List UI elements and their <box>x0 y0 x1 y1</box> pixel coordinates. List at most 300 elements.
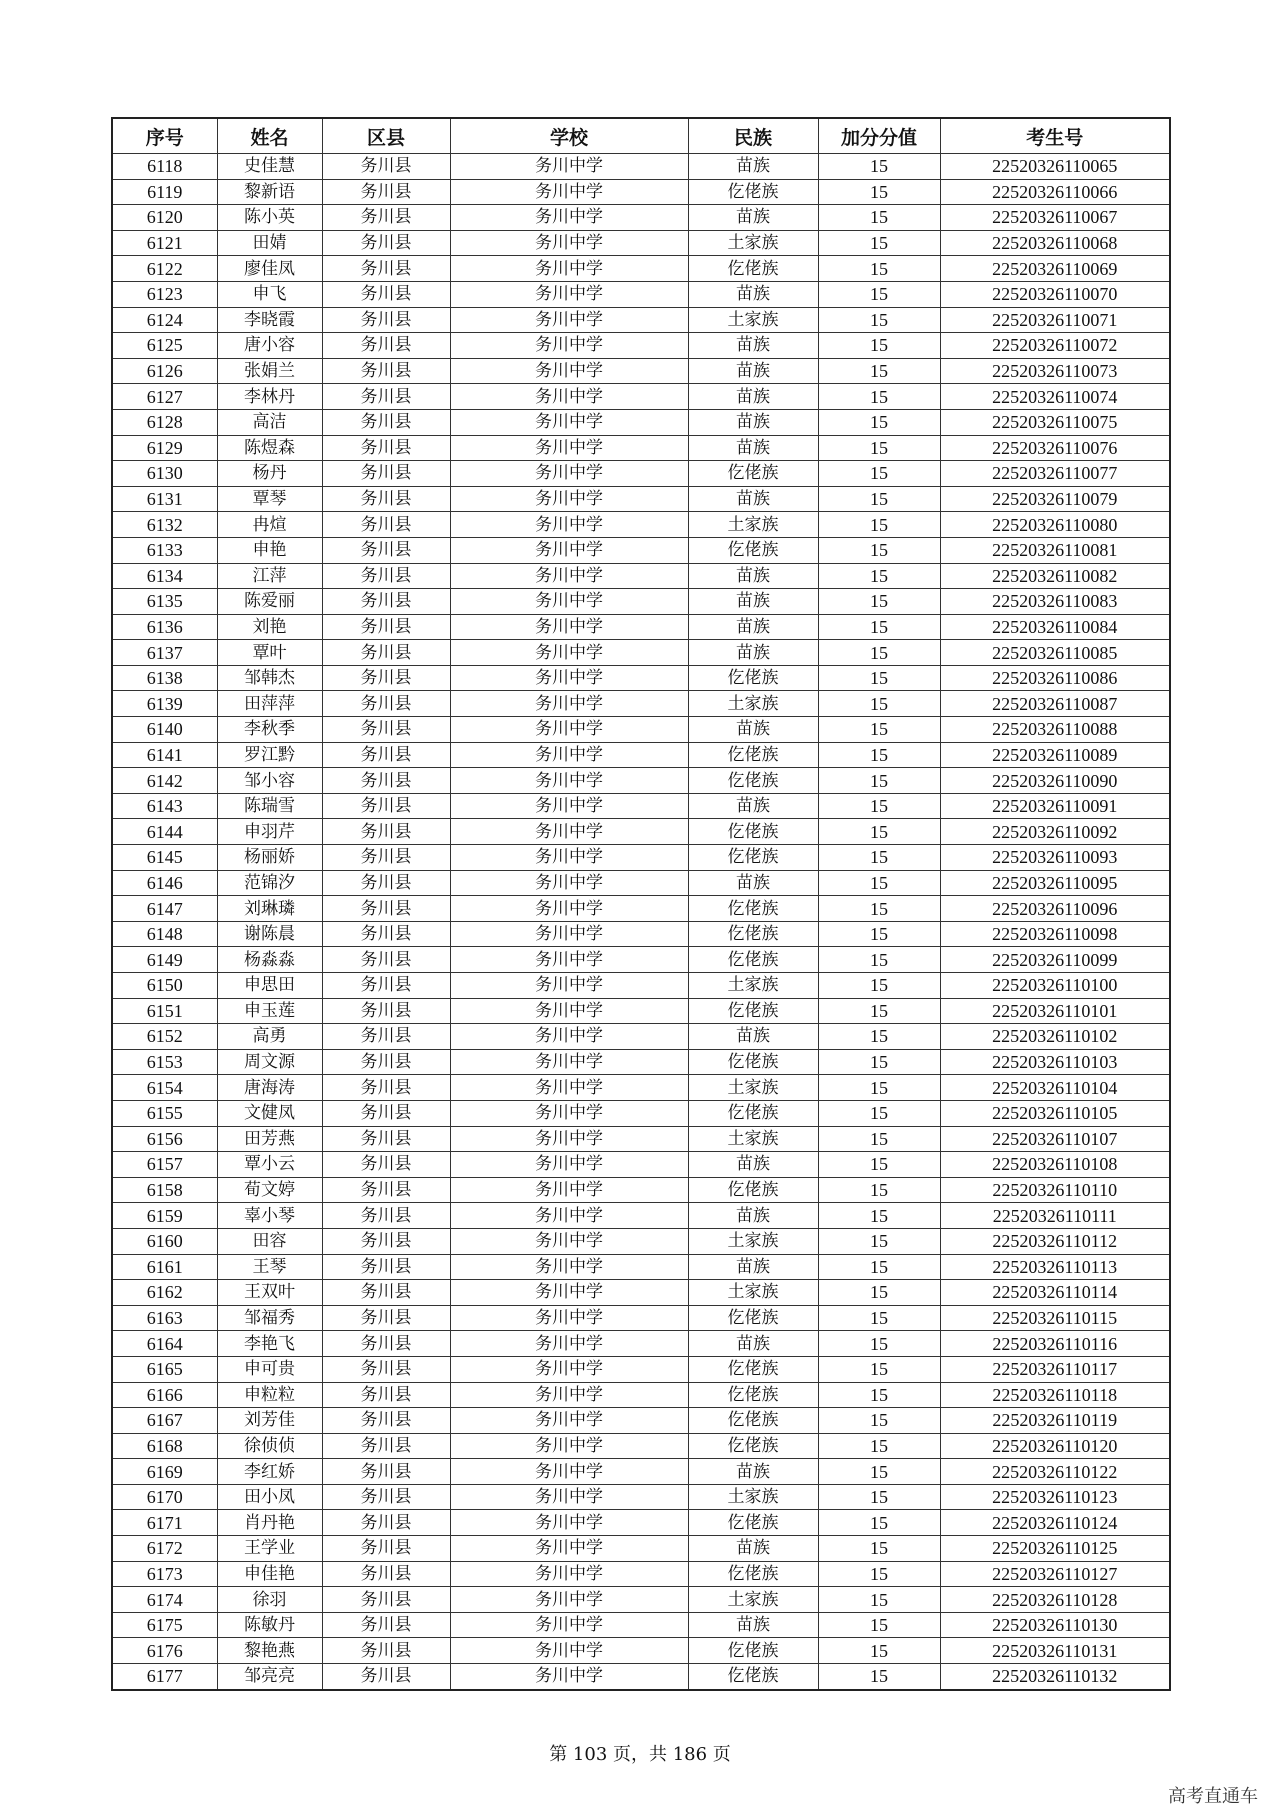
cell-county: 务川县 <box>322 691 450 717</box>
table-row <box>112 154 1170 180</box>
cell-exam-id: 22520326110096 <box>940 896 1170 922</box>
cell-county: 务川县 <box>322 154 450 180</box>
cell-exam-id: 22520326110079 <box>940 486 1170 512</box>
cell-name: 李林丹 <box>217 384 322 410</box>
cell-school: 务川中学 <box>450 691 688 717</box>
cell-bonus: 15 <box>818 1638 940 1664</box>
cell-county: 务川县 <box>322 1612 450 1638</box>
cell-ethnicity: 苗族 <box>688 793 818 819</box>
table-row <box>112 640 1170 666</box>
cell-exam-id: 22520326110100 <box>940 973 1170 999</box>
cell-name: 唐小容 <box>217 333 322 359</box>
cell-bonus: 15 <box>818 563 940 589</box>
cell-county: 务川县 <box>322 1638 450 1664</box>
cell-seq: 6133 <box>112 537 217 563</box>
cell-name: 高洁 <box>217 409 322 435</box>
cell-ethnicity: 仡佬族 <box>688 921 818 947</box>
cell-school: 务川中学 <box>450 1536 688 1562</box>
cell-county: 务川县 <box>322 768 450 794</box>
cell-exam-id: 22520326110067 <box>940 205 1170 231</box>
cell-exam-id: 22520326110130 <box>940 1612 1170 1638</box>
cell-ethnicity: 仡佬族 <box>688 256 818 282</box>
cell-bonus: 15 <box>818 1024 940 1050</box>
cell-county: 务川县 <box>322 281 450 307</box>
cell-bonus: 15 <box>818 154 940 180</box>
cell-school: 务川中学 <box>450 998 688 1024</box>
cell-county: 务川县 <box>322 384 450 410</box>
cell-exam-id: 22520326110068 <box>940 230 1170 256</box>
cell-school: 务川中学 <box>450 1612 688 1638</box>
table-row <box>112 1510 1170 1536</box>
cell-seq: 6171 <box>112 1510 217 1536</box>
cell-name: 王双叶 <box>217 1280 322 1306</box>
cell-seq: 6140 <box>112 717 217 743</box>
table-row <box>112 1280 1170 1306</box>
table-row <box>112 870 1170 896</box>
cell-exam-id: 22520326110093 <box>940 845 1170 871</box>
cell-ethnicity: 苗族 <box>688 1331 818 1357</box>
cell-seq: 6151 <box>112 998 217 1024</box>
cell-exam-id: 22520326110117 <box>940 1356 1170 1382</box>
cell-school: 务川中学 <box>450 742 688 768</box>
cell-exam-id: 22520326110131 <box>940 1638 1170 1664</box>
cell-exam-id: 22520326110128 <box>940 1587 1170 1613</box>
table-row <box>112 281 1170 307</box>
cell-county: 务川县 <box>322 1382 450 1408</box>
table-row <box>112 333 1170 359</box>
page-footer: 第 103 页，共 186 页 <box>549 1744 731 1765</box>
cell-ethnicity: 土家族 <box>688 973 818 999</box>
cell-county: 务川县 <box>322 1049 450 1075</box>
cell-seq: 6150 <box>112 973 217 999</box>
cell-county: 务川县 <box>322 1024 450 1050</box>
cell-exam-id: 22520326110104 <box>940 1075 1170 1101</box>
cell-exam-id: 22520326110124 <box>940 1510 1170 1536</box>
cell-name: 申可贵 <box>217 1356 322 1382</box>
cell-ethnicity: 仡佬族 <box>688 1382 818 1408</box>
cell-school: 务川中学 <box>450 1177 688 1203</box>
cell-name: 徐侦侦 <box>217 1433 322 1459</box>
cell-name: 田婧 <box>217 230 322 256</box>
cell-seq: 6131 <box>112 486 217 512</box>
cell-ethnicity: 仡佬族 <box>688 998 818 1024</box>
cell-school: 务川中学 <box>450 1203 688 1229</box>
cell-seq: 6138 <box>112 665 217 691</box>
cell-bonus: 15 <box>818 717 940 743</box>
cell-school: 务川中学 <box>450 486 688 512</box>
cell-seq: 6145 <box>112 845 217 871</box>
cell-school: 务川中学 <box>450 409 688 435</box>
cell-name: 范锦汐 <box>217 870 322 896</box>
cell-seq: 6157 <box>112 1152 217 1178</box>
table-row <box>112 1177 1170 1203</box>
cell-school: 务川中学 <box>450 793 688 819</box>
table-row <box>112 409 1170 435</box>
cell-county: 务川县 <box>322 1561 450 1587</box>
cell-exam-id: 22520326110066 <box>940 179 1170 205</box>
cell-bonus: 15 <box>818 1408 940 1434</box>
cell-bonus: 15 <box>818 819 940 845</box>
cell-name: 王琴 <box>217 1254 322 1280</box>
cell-county: 务川县 <box>322 486 450 512</box>
cell-exam-id: 22520326110098 <box>940 921 1170 947</box>
cell-school: 务川中学 <box>450 1024 688 1050</box>
table-row <box>112 665 1170 691</box>
cell-ethnicity: 土家族 <box>688 691 818 717</box>
table-row <box>112 998 1170 1024</box>
cell-school: 务川中学 <box>450 1228 688 1254</box>
cell-ethnicity: 苗族 <box>688 154 818 180</box>
cell-seq: 6126 <box>112 358 217 384</box>
cell-county: 务川县 <box>322 819 450 845</box>
cell-ethnicity: 苗族 <box>688 614 818 640</box>
cell-name: 田芳燕 <box>217 1126 322 1152</box>
cell-seq: 6149 <box>112 947 217 973</box>
cell-name: 廖佳凤 <box>217 256 322 282</box>
table-row <box>112 1254 1170 1280</box>
cell-seq: 6120 <box>112 205 217 231</box>
cell-school: 务川中学 <box>450 205 688 231</box>
cell-bonus: 15 <box>818 1126 940 1152</box>
cell-seq: 6159 <box>112 1203 217 1229</box>
cell-ethnicity: 苗族 <box>688 1203 818 1229</box>
cell-seq: 6128 <box>112 409 217 435</box>
cell-name: 申羽芹 <box>217 819 322 845</box>
table-row <box>112 1561 1170 1587</box>
cell-bonus: 15 <box>818 486 940 512</box>
cell-county: 务川县 <box>322 1484 450 1510</box>
table-row <box>112 1382 1170 1408</box>
cell-school: 务川中学 <box>450 256 688 282</box>
cell-name: 申飞 <box>217 281 322 307</box>
cell-name: 邹小容 <box>217 768 322 794</box>
cell-ethnicity: 仡佬族 <box>688 768 818 794</box>
cell-school: 务川中学 <box>450 1459 688 1485</box>
cell-seq: 6167 <box>112 1408 217 1434</box>
cell-bonus: 15 <box>818 1152 940 1178</box>
cell-county: 务川县 <box>322 1152 450 1178</box>
table-row <box>112 1100 1170 1126</box>
table-row <box>112 1484 1170 1510</box>
cell-school: 务川中学 <box>450 563 688 589</box>
cell-bonus: 15 <box>818 1280 940 1306</box>
table-row <box>112 1356 1170 1382</box>
cell-county: 务川县 <box>322 1280 450 1306</box>
cell-county: 务川县 <box>322 1510 450 1536</box>
cell-county: 务川县 <box>322 1177 450 1203</box>
cell-exam-id: 22520326110116 <box>940 1331 1170 1357</box>
cell-seq: 6158 <box>112 1177 217 1203</box>
cell-school: 务川中学 <box>450 665 688 691</box>
cell-name: 王学业 <box>217 1536 322 1562</box>
header-bonus: 加分分值 <box>818 118 940 154</box>
cell-ethnicity: 苗族 <box>688 1152 818 1178</box>
cell-school: 务川中学 <box>450 358 688 384</box>
cell-name: 刘琳璘 <box>217 896 322 922</box>
cell-bonus: 15 <box>818 998 940 1024</box>
table-row <box>112 1587 1170 1613</box>
cell-exam-id: 22520326110103 <box>940 1049 1170 1075</box>
table-row <box>112 1459 1170 1485</box>
cell-name: 史佳慧 <box>217 154 322 180</box>
cell-seq: 6163 <box>112 1305 217 1331</box>
cell-name: 覃小云 <box>217 1152 322 1178</box>
cell-exam-id: 22520326110074 <box>940 384 1170 410</box>
cell-seq: 6152 <box>112 1024 217 1050</box>
cell-name: 高勇 <box>217 1024 322 1050</box>
roster-table <box>111 117 1171 1691</box>
cell-school: 务川中学 <box>450 333 688 359</box>
cell-ethnicity: 苗族 <box>688 409 818 435</box>
cell-bonus: 15 <box>818 793 940 819</box>
table-row <box>112 461 1170 487</box>
cell-bonus: 15 <box>818 179 940 205</box>
cell-school: 务川中学 <box>450 154 688 180</box>
cell-bonus: 15 <box>818 921 940 947</box>
cell-bonus: 15 <box>818 1049 940 1075</box>
cell-exam-id: 22520326110112 <box>940 1228 1170 1254</box>
cell-school: 务川中学 <box>450 589 688 615</box>
cell-ethnicity: 仡佬族 <box>688 461 818 487</box>
cell-county: 务川县 <box>322 640 450 666</box>
cell-seq: 6153 <box>112 1049 217 1075</box>
cell-name: 邹福秀 <box>217 1305 322 1331</box>
cell-county: 务川县 <box>322 1305 450 1331</box>
cell-ethnicity: 土家族 <box>688 1587 818 1613</box>
table-row <box>112 947 1170 973</box>
cell-ethnicity: 苗族 <box>688 358 818 384</box>
cell-county: 务川县 <box>322 1408 450 1434</box>
cell-ethnicity: 土家族 <box>688 1280 818 1306</box>
cell-seq: 6177 <box>112 1664 217 1690</box>
cell-bonus: 15 <box>818 1459 940 1485</box>
watermark-text: 高考直通车 <box>1168 1786 1258 1807</box>
cell-bonus: 15 <box>818 1305 940 1331</box>
header-seq: 序号 <box>112 118 217 154</box>
cell-seq: 6169 <box>112 1459 217 1485</box>
cell-school: 务川中学 <box>450 1510 688 1536</box>
cell-ethnicity: 土家族 <box>688 1075 818 1101</box>
cell-ethnicity: 苗族 <box>688 333 818 359</box>
cell-ethnicity: 苗族 <box>688 281 818 307</box>
cell-school: 务川中学 <box>450 307 688 333</box>
cell-name: 陈瑞雪 <box>217 793 322 819</box>
cell-ethnicity: 仡佬族 <box>688 1305 818 1331</box>
cell-name: 李艳飞 <box>217 1331 322 1357</box>
cell-school: 务川中学 <box>450 179 688 205</box>
cell-exam-id: 22520326110107 <box>940 1126 1170 1152</box>
cell-exam-id: 22520326110132 <box>940 1664 1170 1690</box>
cell-name: 李秋季 <box>217 717 322 743</box>
cell-county: 务川县 <box>322 947 450 973</box>
cell-name: 邹韩杰 <box>217 665 322 691</box>
cell-bonus: 15 <box>818 1536 940 1562</box>
cell-school: 务川中学 <box>450 896 688 922</box>
cell-name: 申佳艳 <box>217 1561 322 1587</box>
cell-county: 务川县 <box>322 1203 450 1229</box>
cell-exam-id: 22520326110114 <box>940 1280 1170 1306</box>
cell-school: 务川中学 <box>450 768 688 794</box>
cell-seq: 6119 <box>112 179 217 205</box>
cell-bonus: 15 <box>818 537 940 563</box>
cell-ethnicity: 土家族 <box>688 307 818 333</box>
cell-county: 务川县 <box>322 333 450 359</box>
cell-school: 务川中学 <box>450 819 688 845</box>
cell-name: 唐海涛 <box>217 1075 322 1101</box>
cell-exam-id: 22520326110073 <box>940 358 1170 384</box>
cell-seq: 6141 <box>112 742 217 768</box>
cell-exam-id: 22520326110087 <box>940 691 1170 717</box>
table-row <box>112 537 1170 563</box>
cell-seq: 6164 <box>112 1331 217 1357</box>
cell-county: 务川县 <box>322 1356 450 1382</box>
cell-ethnicity: 土家族 <box>688 230 818 256</box>
table-row <box>112 384 1170 410</box>
cell-bonus: 15 <box>818 1177 940 1203</box>
cell-ethnicity: 仡佬族 <box>688 1049 818 1075</box>
cell-name: 辜小琴 <box>217 1203 322 1229</box>
cell-ethnicity: 仡佬族 <box>688 896 818 922</box>
table-body <box>112 154 1170 1690</box>
cell-bonus: 15 <box>818 384 940 410</box>
cell-county: 务川县 <box>322 435 450 461</box>
table-row <box>112 1049 1170 1075</box>
cell-bonus: 15 <box>818 896 940 922</box>
cell-bonus: 15 <box>818 665 940 691</box>
cell-exam-id: 22520326110083 <box>940 589 1170 615</box>
cell-bonus: 15 <box>818 640 940 666</box>
cell-county: 务川县 <box>322 358 450 384</box>
cell-seq: 6170 <box>112 1484 217 1510</box>
cell-seq: 6155 <box>112 1100 217 1126</box>
table-row <box>112 1126 1170 1152</box>
header-school: 学校 <box>450 118 688 154</box>
cell-county: 务川县 <box>322 896 450 922</box>
table-row <box>112 179 1170 205</box>
cell-seq: 6147 <box>112 896 217 922</box>
table-row <box>112 512 1170 538</box>
cell-exam-id: 22520326110102 <box>940 1024 1170 1050</box>
cell-county: 务川县 <box>322 1254 450 1280</box>
table-row <box>112 614 1170 640</box>
cell-school: 务川中学 <box>450 1331 688 1357</box>
cell-ethnicity: 仡佬族 <box>688 742 818 768</box>
table-row <box>112 563 1170 589</box>
cell-school: 务川中学 <box>450 1664 688 1690</box>
cell-seq: 6142 <box>112 768 217 794</box>
table-row <box>112 486 1170 512</box>
cell-school: 务川中学 <box>450 1254 688 1280</box>
cell-ethnicity: 仡佬族 <box>688 1510 818 1536</box>
cell-exam-id: 22520326110072 <box>940 333 1170 359</box>
cell-seq: 6176 <box>112 1638 217 1664</box>
cell-bonus: 15 <box>818 768 940 794</box>
cell-ethnicity: 仡佬族 <box>688 1100 818 1126</box>
cell-ethnicity: 仡佬族 <box>688 1408 818 1434</box>
cell-bonus: 15 <box>818 1356 940 1382</box>
header-county: 区县 <box>322 118 450 154</box>
cell-bonus: 15 <box>818 307 940 333</box>
cell-name: 田萍萍 <box>217 691 322 717</box>
cell-school: 务川中学 <box>450 717 688 743</box>
cell-seq: 6144 <box>112 819 217 845</box>
cell-county: 务川县 <box>322 665 450 691</box>
cell-school: 务川中学 <box>450 640 688 666</box>
cell-bonus: 15 <box>818 1484 940 1510</box>
cell-county: 务川县 <box>322 870 450 896</box>
cell-seq: 6130 <box>112 461 217 487</box>
cell-exam-id: 22520326110122 <box>940 1459 1170 1485</box>
cell-county: 务川县 <box>322 563 450 589</box>
cell-exam-id: 22520326110091 <box>940 793 1170 819</box>
cell-seq: 6132 <box>112 512 217 538</box>
cell-school: 务川中学 <box>450 614 688 640</box>
cell-seq: 6173 <box>112 1561 217 1587</box>
cell-ethnicity: 仡佬族 <box>688 1561 818 1587</box>
cell-exam-id: 22520326110080 <box>940 512 1170 538</box>
cell-ethnicity: 苗族 <box>688 717 818 743</box>
cell-ethnicity: 苗族 <box>688 486 818 512</box>
cell-school: 务川中学 <box>450 1408 688 1434</box>
cell-exam-id: 22520326110118 <box>940 1382 1170 1408</box>
cell-county: 务川县 <box>322 589 450 615</box>
cell-seq: 6160 <box>112 1228 217 1254</box>
cell-county: 务川县 <box>322 1433 450 1459</box>
cell-school: 务川中学 <box>450 1382 688 1408</box>
cell-seq: 6168 <box>112 1433 217 1459</box>
cell-school: 务川中学 <box>450 1356 688 1382</box>
cell-name: 荀文婷 <box>217 1177 322 1203</box>
cell-name: 陈爱丽 <box>217 589 322 615</box>
cell-ethnicity: 土家族 <box>688 1484 818 1510</box>
cell-exam-id: 22520326110071 <box>940 307 1170 333</box>
cell-seq: 6127 <box>112 384 217 410</box>
cell-name: 江萍 <box>217 563 322 589</box>
cell-county: 务川县 <box>322 1100 450 1126</box>
cell-bonus: 15 <box>818 1587 940 1613</box>
cell-name: 刘艳 <box>217 614 322 640</box>
cell-name: 邹亮亮 <box>217 1664 322 1690</box>
cell-name: 肖丹艳 <box>217 1510 322 1536</box>
cell-name: 覃叶 <box>217 640 322 666</box>
table-row <box>112 307 1170 333</box>
table-row <box>112 819 1170 845</box>
cell-ethnicity: 苗族 <box>688 1459 818 1485</box>
table-row <box>112 742 1170 768</box>
table-row <box>112 1536 1170 1562</box>
cell-bonus: 15 <box>818 435 940 461</box>
cell-bonus: 15 <box>818 614 940 640</box>
cell-ethnicity: 苗族 <box>688 1254 818 1280</box>
cell-ethnicity: 仡佬族 <box>688 665 818 691</box>
cell-seq: 6165 <box>112 1356 217 1382</box>
cell-school: 务川中学 <box>450 1100 688 1126</box>
cell-bonus: 15 <box>818 1433 940 1459</box>
cell-ethnicity: 仡佬族 <box>688 1177 818 1203</box>
cell-school: 务川中学 <box>450 384 688 410</box>
table-row <box>112 1331 1170 1357</box>
cell-seq: 6156 <box>112 1126 217 1152</box>
cell-bonus: 15 <box>818 333 940 359</box>
cell-county: 务川县 <box>322 1536 450 1562</box>
cell-county: 务川县 <box>322 1075 450 1101</box>
cell-school: 务川中学 <box>450 512 688 538</box>
table-row <box>112 1203 1170 1229</box>
cell-school: 务川中学 <box>450 921 688 947</box>
cell-county: 务川县 <box>322 461 450 487</box>
cell-ethnicity: 仡佬族 <box>688 819 818 845</box>
table-header-row <box>112 118 1170 154</box>
